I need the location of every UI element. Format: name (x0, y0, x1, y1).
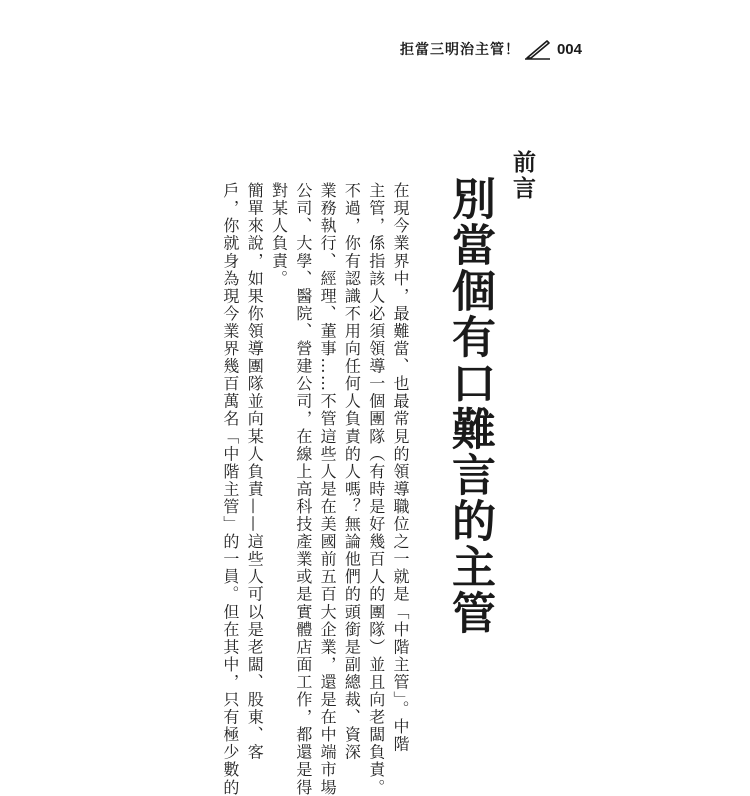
page-number: 004 (556, 40, 582, 58)
running-header (400, 38, 582, 60)
preface-label: 前言 (509, 150, 535, 202)
book-title: 拒當三明治主管！ (399, 42, 520, 58)
body-line: 主管，係指該人必須領導一個團隊（有時是好幾百人的團隊）並且向老闆負責。 (366, 182, 386, 796)
chapter-title: 別當個有口難言的主管 (444, 176, 495, 636)
pen-slash-icon (525, 38, 551, 60)
body-text (198, 182, 412, 796)
body-line: 業務執行、經理、董事……不管這些人是在美國前五百大企業，還是在中端市場 (318, 182, 338, 796)
body-line: 公司、大學、醫院、營建公司，在線上高科技產業或是實體店面工作，都還是得 (293, 182, 313, 796)
body-line: 不過，你有認識不用向任何人負責的人嗎？無論他們的頭銜是副總裁、資深 (342, 182, 362, 762)
body-line: 簡單來說，如果你領導團隊並向某人負責——這些人可以是老闆、股東、客 (245, 182, 265, 762)
body-line: 對某人負責。 (269, 182, 289, 288)
body-line: 戶，你就身為現今業界幾百萬名「中階主管」的一員。但在其中，只有極少數的 (220, 182, 240, 796)
body-line: 在現今業界中，最難當、也最常見的領導職位之一就是「中階主管」。中階 (391, 182, 410, 754)
